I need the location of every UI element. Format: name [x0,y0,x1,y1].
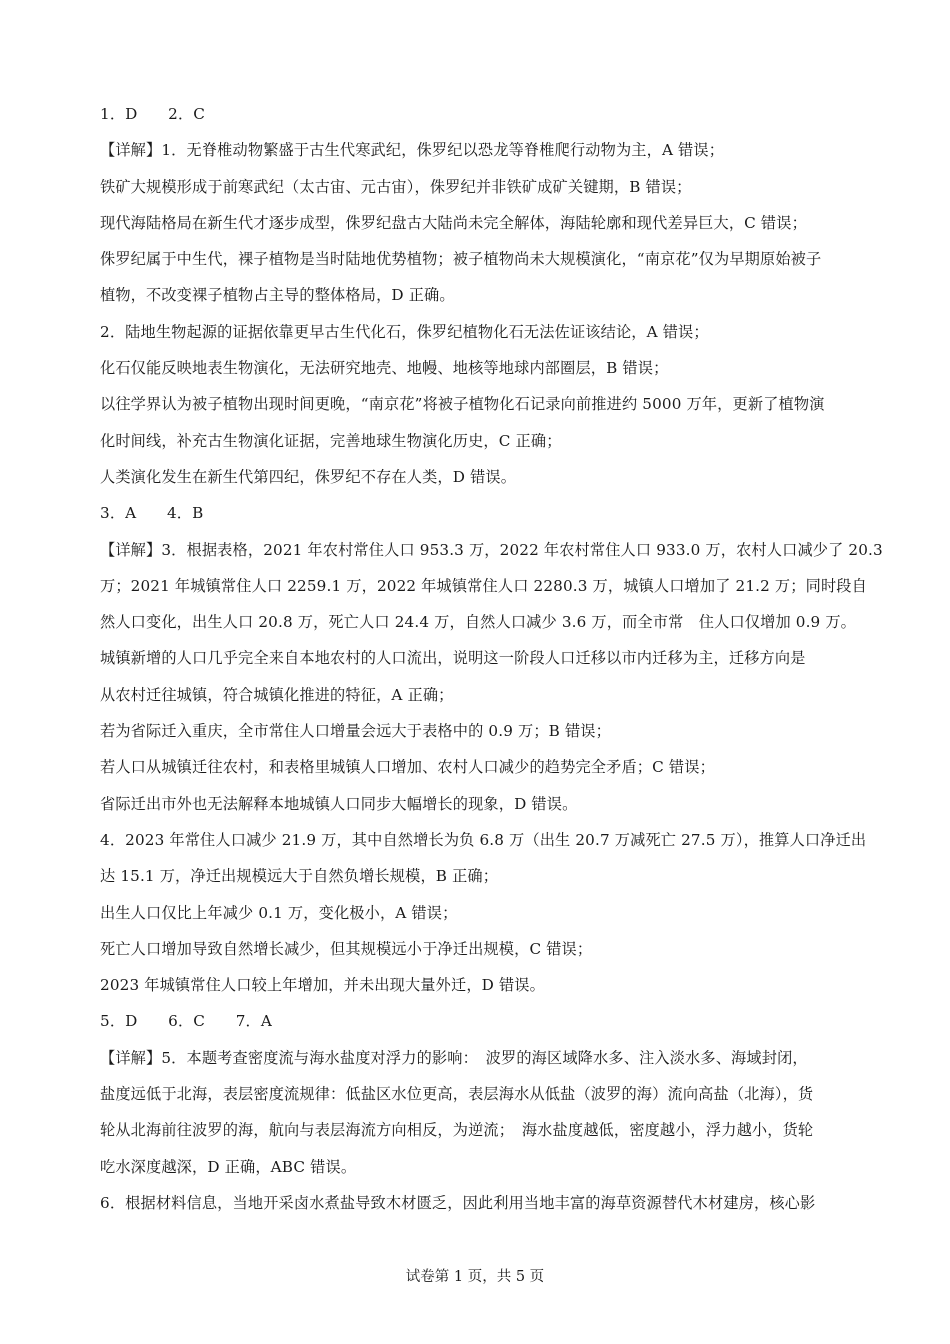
text-line: 吃水深度越深，D 正确，ABC 错误。 [100,1157,357,1176]
answer-explanation-body [100,96,883,1221]
text-line: 植物，不改变裸子植物占主导的整体格局，D 正确。 [100,286,455,305]
answer-key-1-2: 1．D 2．C [100,105,206,123]
text-line: 6．根据材料信息，当地开采卤水煮盐导致木材匮乏，因此利用当地丰富的海草资源替代木材建房，核心影 [100,1193,816,1212]
text-line: 化时间线，补充古生物演化证据，完善地球生物演化历史，C 正确； [100,431,562,450]
text-line: 若人口从城镇迁往农村，和表格里城镇人口增加、农村人口减少的趋势完全矛盾；C 错误； [100,758,715,777]
text-line: 现代海陆格局在新生代才逐步成型，侏罗纪盘古大陆尚未完全解体，海陆轮廓和现代差异巨大，C 错误； [100,213,807,232]
text-line: 盐度远低于北海，表层密度流规律：低盐区水位更高，表层海水从低盐（波罗的海）流向高盐（北海），货 [100,1085,814,1104]
text-line: 若为省际迁入重庆，全市常住人口增量会远大于表格中的 0.9 万；B 错误； [100,722,611,741]
page-footer: 试卷第 1 页，共 5 页 [405,1269,545,1285]
text-line: 4．2023 年常住人口减少 21.9 万，其中自然增长为负 6.8 万（出生 20.7 万减死亡 27.5 万），推算人口净迁出 [100,830,867,849]
text-line: 化石仅能反映地表生物演化，无法研究地壳、地幔、地核等地球内部圈层，B 错误； [100,359,669,378]
text-line: 死亡人口增加导致自然增长减少，但其规模远小于净迁出规模，C 错误； [100,939,593,958]
text-line: 2023 年城镇常住人口较上年增加，并未出现大量外迁，D 错误。 [100,976,545,995]
text-line: 2．陆地生物起源的证据依靠更早古生代化石，侏罗纪植物化石无法佐证该结论，A 错误； [100,322,709,341]
text-line: 以往学界认为被子植物出现时间更晚，“南京花”将被子植物化石记录向前推进约 5000 万年，更新了植物演 [100,395,825,414]
text-line: 达 15.1 万，净迁出规模远大于自然负增长规模，B 正确； [100,867,499,886]
text-line: 省际迁出市外也无法解释本地城镇人口同步大幅增长的现象，D 错误。 [100,794,578,813]
text-line: 【详解】1．无脊椎动物繁盛于古生代寒武纪，侏罗纪以恐龙等脊椎爬行动物为主，A 错误； [100,141,725,160]
text-line: 【详解】3．根据表格，2021 年农村常住人口 953.3 万，2022 年农村常住人口 933.0 万，农村人口减少了 20.3 [100,540,883,559]
text-line: 侏罗纪属于中生代，裸子植物是当时陆地优势植物；被子植物尚未大规模演化，“南京花”仅为早期原始被子 [100,250,822,269]
text-line: 轮从北海前往波罗的海，航向与表层海流方向相反，为逆流； 海水盐度越低，密度越小，浮力越小，货轮 [100,1121,814,1140]
text-line: 然人口变化，出生人口 20.8 万，死亡人口 24.4 万，自然人口减少 3.6 万，而全市常 住人口仅增加 0.9 万。 [100,613,857,632]
text-line: 万；2021 年城镇常住人口 2259.1 万，2022 年城镇常住人口 2280.3 万，城镇人口增加了 21.2 万；同时段自 [100,576,867,595]
text-line: 人类演化发生在新生代第四纪，侏罗纪不存在人类，D 错误。 [100,467,517,486]
text-line: 城镇新增的人口几乎完全来自本地农村的人口流出，说明这一阶段人口迁移以市内迁移为主，迁移方向是 [100,649,806,668]
text-line: 出生人口仅比上年减少 0.1 万，变化极小，A 错误； [100,903,458,922]
text-line: 铁矿大规模形成于前寒武纪（太古宙、元古宙），侏罗纪并非铁矿成矿关键期，B 错误； [100,177,692,196]
answer-key-3-4: 3．A 4．B [100,504,204,523]
answer-key-5-7: 5．D 6．C 7．A [100,1012,273,1031]
text-line: 从农村迁往城镇，符合城镇化推进的特征，A 正确； [100,685,454,704]
text-line: 【详解】5．本题考查密度流与海水盐度对浮力的影响： 波罗的海区域降水多、注入淡水多、海域封闭， [100,1048,808,1067]
